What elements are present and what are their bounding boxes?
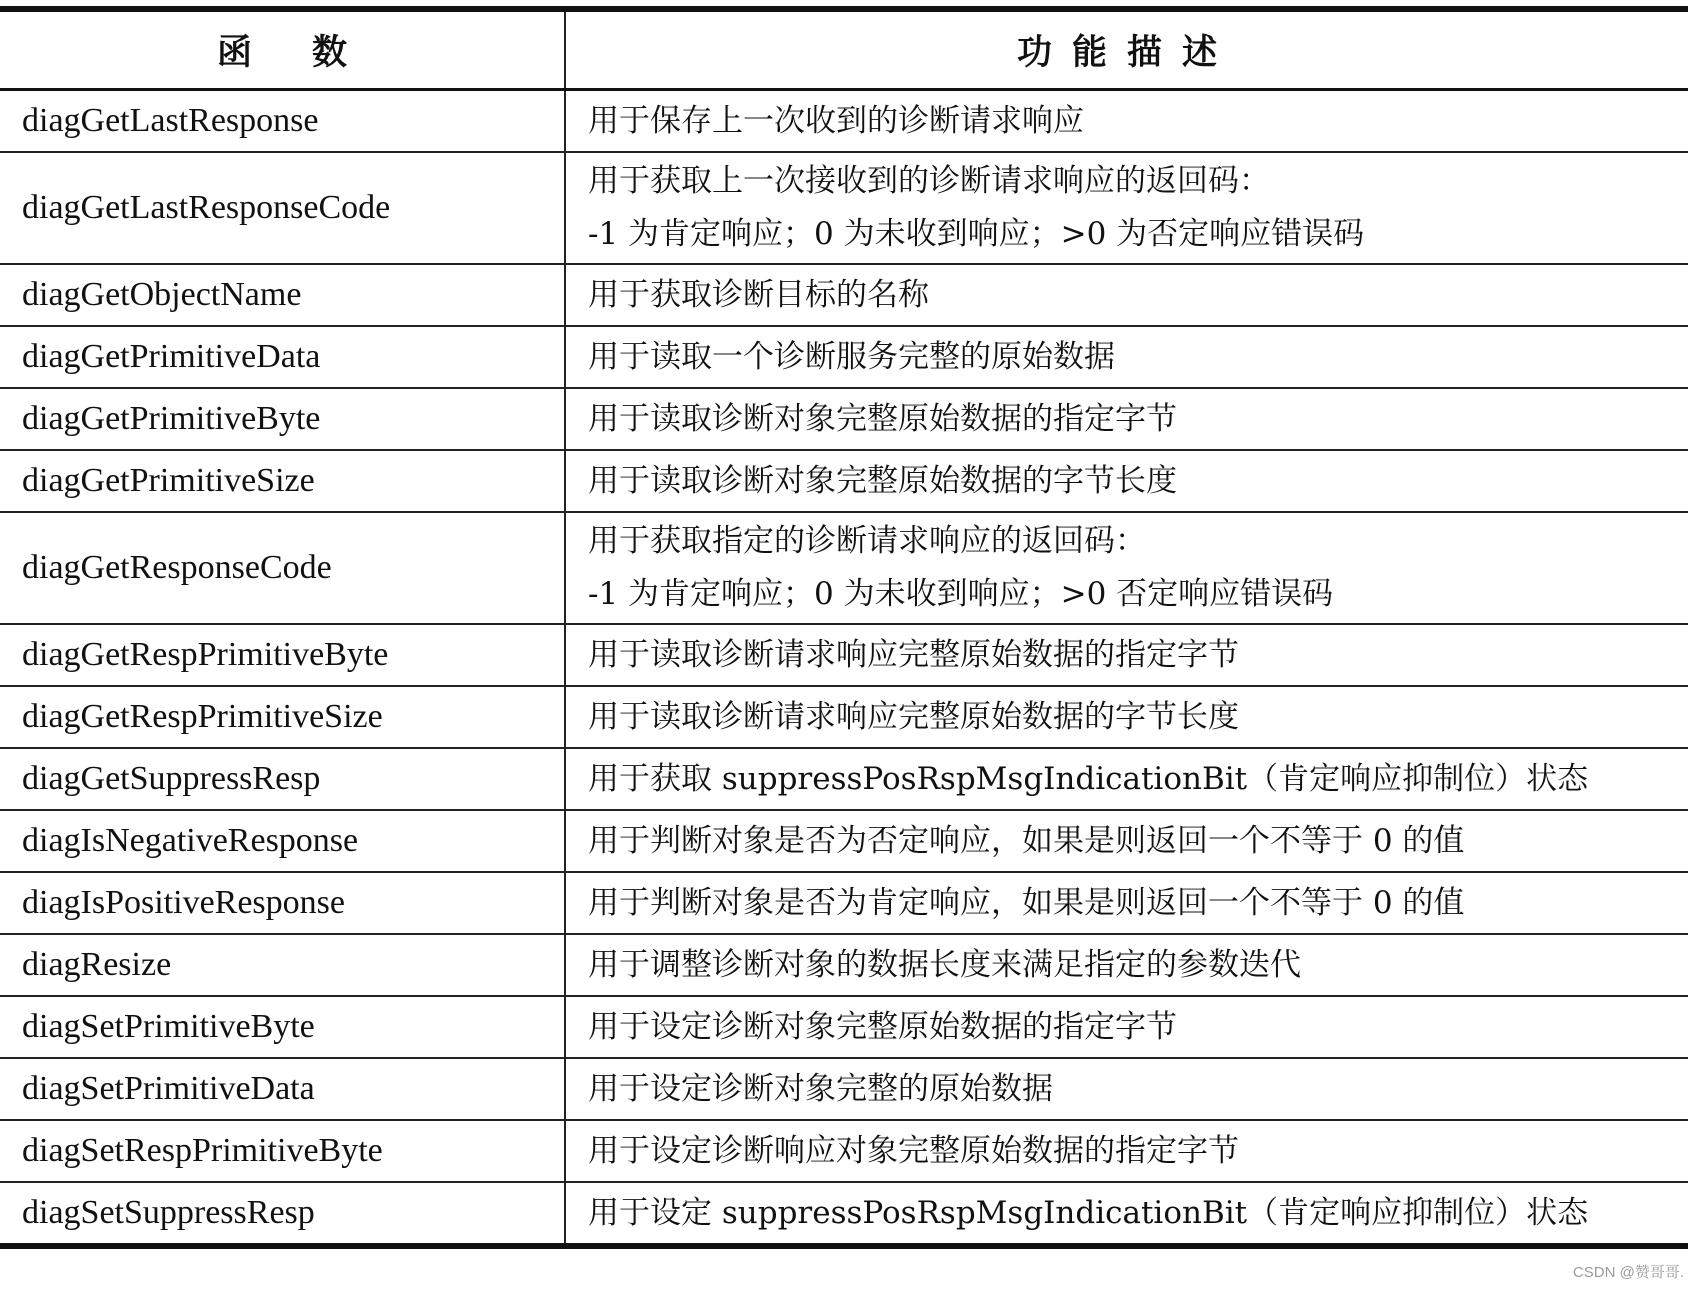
description-cell [565, 152, 1688, 264]
table-row [0, 1058, 1688, 1120]
function-name-cell: diagGetSuppressResp [0, 748, 565, 810]
table-header-row [0, 9, 1688, 90]
function-name-cell: diagGetLastResponseCode [0, 152, 565, 264]
description-line: 用于读取诊断对象完整原始数据的字节长度 [588, 462, 1177, 499]
description-cell [565, 264, 1688, 326]
description-line: 用于获取指定的诊断请求响应的返回码： [588, 523, 1146, 559]
function-name-cell: diagResize [0, 934, 565, 996]
function-name-cell: diagGetRespPrimitiveSize [0, 686, 565, 748]
function-name-cell: diagSetRespPrimitiveByte [0, 1120, 565, 1182]
description-line: 用于获取上一次接收到的诊断请求响应的返回码： [588, 163, 1270, 199]
function-name-cell: diagIsPositiveResponse [0, 872, 565, 934]
header-function: 函数 [0, 9, 565, 90]
function-name-cell: diagSetSuppressResp [0, 1182, 565, 1246]
function-name-cell: diagGetPrimitiveSize [0, 450, 565, 512]
description-cell [565, 1182, 1688, 1246]
table-row [0, 686, 1688, 748]
description-cell [565, 512, 1688, 624]
table-row [0, 450, 1688, 512]
table-row [0, 996, 1688, 1058]
table-row [0, 810, 1688, 872]
description-line: 用于保存上一次收到的诊断请求响应 [588, 102, 1084, 139]
description-line: 用于获取 suppressPosRspMsgIndicationBit（肯定响应抑制位）状态 [588, 760, 1589, 797]
table-row [0, 872, 1688, 934]
description-cell [565, 326, 1688, 388]
description-line: 用于读取诊断对象完整原始数据的指定字节 [588, 400, 1177, 437]
description-line: 用于读取诊断请求响应完整原始数据的指定字节 [588, 636, 1239, 673]
function-name-cell: diagGetRespPrimitiveByte [0, 624, 565, 686]
function-name-cell: diagSetPrimitiveData [0, 1058, 565, 1120]
description-cell [565, 934, 1688, 996]
description-cell [565, 996, 1688, 1058]
header-description: 功能描述 [565, 9, 1688, 90]
description-line: -1 为肯定响应；0 为未收到响应；>0 否定响应错误码 [588, 576, 1334, 612]
description-cell [565, 686, 1688, 748]
description-cell [565, 450, 1688, 512]
table-row [0, 1182, 1688, 1246]
function-name-cell: diagSetPrimitiveByte [0, 996, 565, 1058]
description-cell [565, 90, 1688, 153]
function-name-cell: diagGetResponseCode [0, 512, 565, 624]
table-row [0, 512, 1688, 624]
description-line: 用于设定诊断响应对象完整原始数据的指定字节 [588, 1132, 1239, 1169]
description-line: 用于设定诊断对象完整原始数据的指定字节 [588, 1008, 1177, 1045]
function-name-cell: diagGetObjectName [0, 264, 565, 326]
table-row [0, 152, 1688, 264]
description-line: 用于判断对象是否为否定响应，如果是则返回一个不等于 0 的值 [588, 822, 1465, 859]
function-name-cell: diagIsNegativeResponse [0, 810, 565, 872]
function-name-cell: diagGetLastResponse [0, 90, 565, 153]
table-row [0, 264, 1688, 326]
table-row [0, 90, 1688, 153]
description-cell [565, 872, 1688, 934]
description-line: 用于设定 suppressPosRspMsgIndicationBit（肯定响应抑制位）状态 [588, 1194, 1589, 1231]
description-cell [565, 748, 1688, 810]
description-line: 用于设定诊断对象完整的原始数据 [588, 1070, 1053, 1107]
table-row [0, 1120, 1688, 1182]
description-cell [565, 1120, 1688, 1182]
function-name-cell: diagGetPrimitiveByte [0, 388, 565, 450]
description-line: 用于获取诊断目标的名称 [588, 276, 929, 313]
function-name-cell: diagGetPrimitiveData [0, 326, 565, 388]
description-cell [565, 624, 1688, 686]
description-line: -1 为肯定响应；0 为未收到响应；>0 为否定响应错误码 [588, 216, 1365, 252]
watermark: CSDN @赞哥哥. [1572, 1264, 1684, 1281]
description-line: 用于读取诊断请求响应完整原始数据的字节长度 [588, 698, 1239, 735]
function-table [0, 6, 1688, 1249]
description-line: 用于调整诊断对象的数据长度来满足指定的参数迭代 [588, 946, 1301, 983]
table-row [0, 326, 1688, 388]
table-row [0, 388, 1688, 450]
table-row [0, 748, 1688, 810]
description-line: 用于判断对象是否为肯定响应，如果是则返回一个不等于 0 的值 [588, 884, 1465, 921]
table-body [0, 90, 1688, 1247]
description-cell [565, 810, 1688, 872]
table-container [0, 6, 1698, 1249]
description-cell [565, 388, 1688, 450]
description-line: 用于读取一个诊断服务完整的原始数据 [588, 338, 1115, 375]
description-cell [565, 1058, 1688, 1120]
table-row [0, 934, 1688, 996]
table-row [0, 624, 1688, 686]
